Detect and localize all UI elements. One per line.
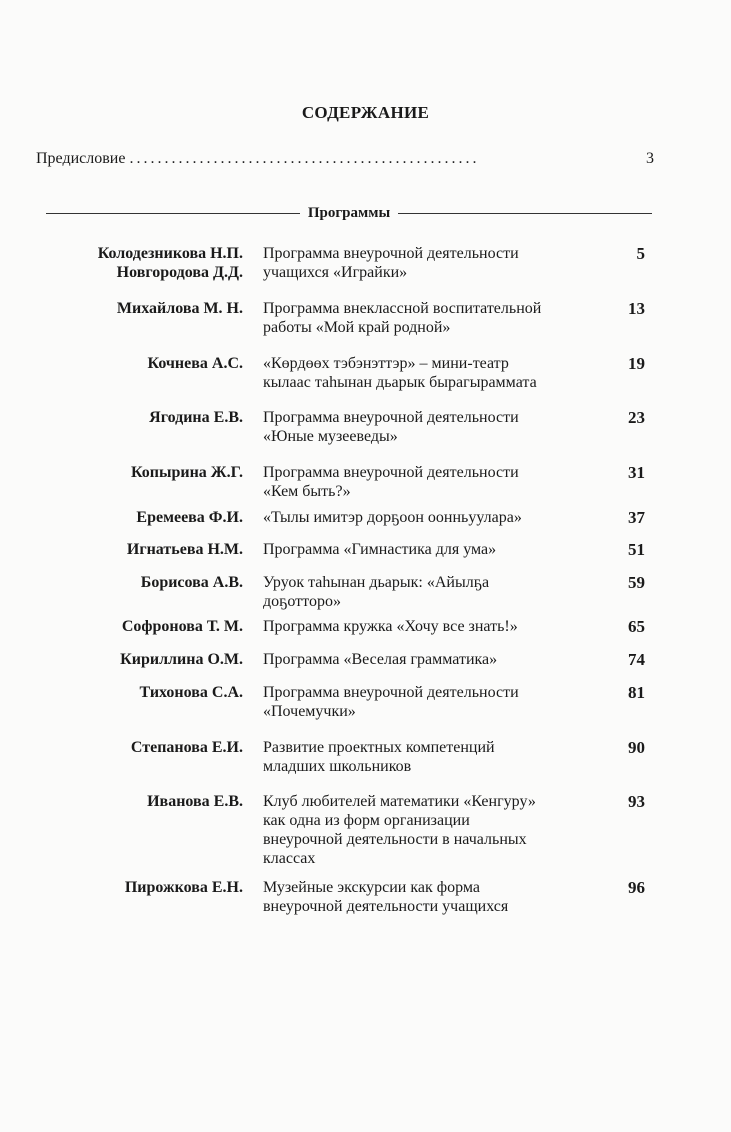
entry-title: [263, 244, 608, 282]
entry-authors: [140, 683, 243, 702]
entry-title-line: классах: [263, 850, 316, 867]
entry-title-line: Программа кружка «Хочу все знать!»: [263, 618, 518, 635]
entry-title-line: Клуб любителей математики «Кенгуру»: [263, 793, 536, 810]
author-name: Пирожкова Е.Н.: [124, 879, 243, 896]
entry-title: [263, 683, 608, 721]
entry-title-line: кылаас таһынан дьарык бырагыраммата: [263, 374, 537, 391]
preface-page-number: 3: [646, 150, 654, 167]
entry-title-line: учащихся «Играйки»: [263, 264, 408, 281]
entry-title-line: доҕотторо»: [263, 593, 341, 610]
entry-page-number: 96: [628, 878, 645, 897]
entry-title-line: «Көрдөөх тэбэнэттэр» – мини-театр: [263, 355, 509, 372]
author-name: Еремеева Ф.И.: [136, 509, 243, 526]
entry-title: [263, 738, 608, 776]
entry-title-line: младших школьников: [263, 758, 412, 775]
entry-authors: [149, 408, 243, 427]
entry-page-number: 51: [628, 540, 645, 559]
entry-page-number: 19: [628, 354, 645, 373]
author-name: Борисова А.В.: [140, 574, 243, 591]
entry-title-line: Программа внеклассной воспитательной: [263, 300, 542, 317]
entry-title-line: «Почемучки»: [263, 703, 356, 720]
author-name: Кириллина О.М.: [120, 651, 243, 668]
entry-page-number: 93: [628, 792, 645, 811]
entry-page-number: 90: [628, 738, 645, 757]
author-name: Колодезникова Н.П.: [97, 245, 243, 262]
entry-title: [263, 573, 608, 611]
entry-title-line: работы «Мой край родной»: [263, 319, 451, 336]
entry-title: [263, 354, 608, 392]
author-name: Степанова Е.И.: [130, 739, 243, 756]
entry-authors: [148, 354, 243, 373]
entry-page-number: 5: [636, 244, 645, 263]
entry-page-number: 65: [628, 617, 645, 636]
entry-title: [263, 299, 608, 337]
entry-authors: [117, 299, 243, 318]
entry-title-line: как одна из форм организации: [263, 812, 470, 829]
entry-authors: [147, 792, 243, 811]
entry-title-line: Программа внеурочной деятельности: [263, 464, 519, 481]
section-heading: [46, 205, 652, 222]
entry-authors: [122, 617, 243, 636]
entry-page-number: 74: [628, 650, 645, 669]
entry-title: [263, 463, 608, 501]
entry-authors: [125, 878, 243, 897]
entry-title-line: внеурочной деятельности в начальных: [263, 831, 527, 848]
entry-title-line: внеурочной деятельности учащихся: [263, 898, 509, 915]
entry-title: [263, 792, 608, 868]
entry-page-number: 37: [628, 508, 645, 527]
section-rule-right: [398, 213, 652, 214]
author-name: Копырина Ж.Г.: [130, 464, 243, 481]
entry-authors: [131, 738, 243, 757]
entry-title-line: Развитие проектных компетенций: [263, 739, 495, 756]
entry-page-number: 13: [628, 299, 645, 318]
entry-title-line: Программа внеурочной деятельности: [263, 245, 519, 262]
entry-title-line: Программа внеурочной деятельности: [263, 684, 519, 701]
entry-title-line: «Юные музееведы»: [263, 428, 398, 445]
author-name: Тихонова С.А.: [139, 684, 243, 701]
author-name: Новгородова Д.Д.: [116, 264, 243, 281]
entry-title: [263, 878, 608, 916]
entry-title: [263, 617, 608, 636]
entry-title-line: Музейные экскурсии как форма: [263, 879, 480, 896]
author-name: Кочнева А.С.: [147, 355, 243, 372]
entry-page-number: 81: [628, 683, 645, 702]
section-label: Программы: [307, 205, 391, 221]
author-name: Михайлова М. Н.: [116, 300, 243, 317]
entry-title-line: Программа «Гимнастика для ума»: [263, 541, 497, 558]
entry-title: [263, 540, 608, 559]
entry-page-number: 31: [628, 463, 645, 482]
author-name: Иванова Е.В.: [147, 793, 243, 810]
entry-authors: [136, 508, 243, 527]
entry-title: [263, 508, 608, 527]
entry-title-line: Программа внеурочной деятельности: [263, 409, 519, 426]
entry-title-line: Уруок таһынан дьарык: «Айылҕа: [263, 574, 490, 591]
entry-authors: [98, 244, 243, 282]
entry-authors: [127, 540, 243, 559]
page-title: СОДЕРЖАНИЕ: [301, 103, 430, 122]
author-name: Софронова Т. М.: [121, 618, 243, 635]
entry-title-line: Программа «Веселая грамматика»: [263, 651, 498, 668]
entry-page-number: 23: [628, 408, 645, 427]
entry-authors: [131, 463, 243, 482]
dot-leader: ..................................................: [129, 150, 480, 167]
section-rule-left: [46, 213, 300, 214]
entry-page-number: 59: [628, 573, 645, 592]
entry-authors: [120, 650, 243, 669]
toc-preface-row[interactable]: [36, 150, 654, 168]
entry-title-line: «Кем быть?»: [263, 483, 351, 500]
author-name: Ягодина Е.В.: [149, 409, 243, 426]
entry-authors: [141, 573, 243, 592]
author-name: Игнатьева Н.М.: [126, 541, 243, 558]
entry-title-line: «Тылы имитэр дорҕоон оонньуулара»: [263, 509, 522, 526]
entry-title: [263, 408, 608, 446]
preface-label: Предисловие: [36, 150, 126, 167]
entry-title: [263, 650, 608, 669]
